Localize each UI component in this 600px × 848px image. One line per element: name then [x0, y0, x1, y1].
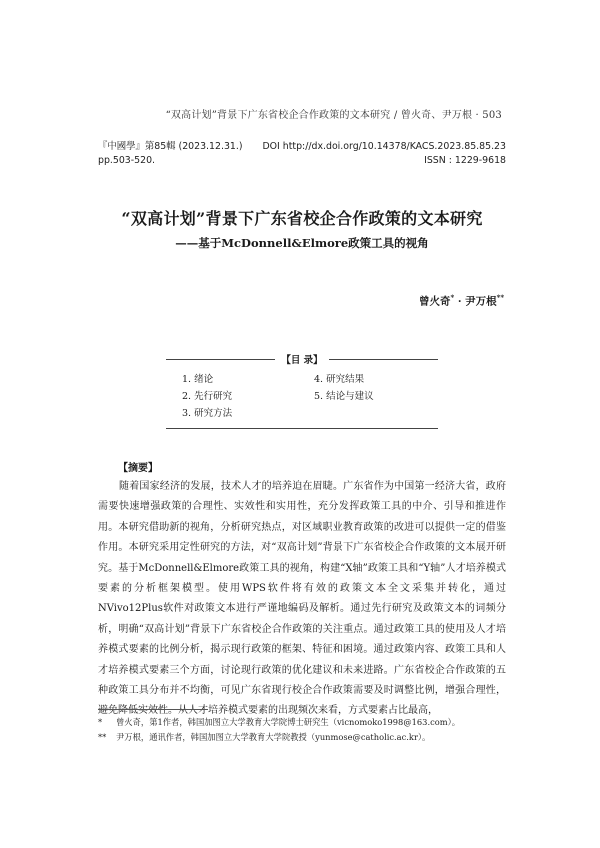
article-meta — [98, 140, 506, 168]
toc-item[interactable]: 2. 先行研究 — [182, 391, 233, 402]
page-range: pp.503-520. — [98, 155, 156, 166]
author-name: 尹万根 — [465, 295, 497, 308]
toc-title: 【目 录】 — [275, 355, 328, 366]
abstract-text: 随着国家经济的发展，技术人才的培养迫在眉睫。广东省作为中国第一经济大省，政府需要快速增强政策的合理性、实效性和实用性，充分发挥政策工具的中介、引导和推进作用。本研究借助新的视角，分析研究热点，对区域职业教育政策的改进可以提供一定的借鉴作用。本研究采用定性研究的方法，对“双高计划”背景下广东省校企合作政策的文本展开研究。基于McDonnell&Elmore政策工具的视角，构建“X轴”政策工具和“Y轴”人才培养模式要素的分析框架模型。使用WPS软件将有效的政策文本全文采集并转化，通过NVivo12Plus软件对政策文本进行严谨地编码及解析。通过先行研究及政策文本的词频分析，明确“双高计划”背景下广东省校企合作政策的关注重点。通过政策工具的使用及人才培养模式要素的比例分析，揭示现行政策的框架、特征和困境。通过政策内容、政策工具和人才培养模式要素三个方面，讨论现行政策的优化建议和未来进路。广东省校企合作政策的五种政策工具分布并不均衡，可见广东省现行校企合作政策需要及时调整比例，增强合理性，避免降低实效性。从人才培养模式要素的出现频次来看，方式要素占比最高， — [98, 481, 506, 717]
footnotes — [98, 715, 518, 745]
paper-subtitle: ——基于McDonnell&Elmore政策工具的视角 — [175, 236, 429, 250]
toc-item[interactable]: 3. 研究方法 — [182, 408, 233, 419]
journal-info: 『中國學』第85輯 (2023.12.31.) — [98, 141, 243, 152]
abstract-label: 【摘要】 — [118, 463, 158, 474]
issn: ISSN : 1229-9618 — [424, 155, 506, 166]
doi-link[interactable]: DOI http://dx.doi.org/10.14378/KACS.2023.85.85.23 — [262, 141, 506, 152]
author-line — [419, 293, 504, 309]
footnote-text: 曾火奇，第1作者，韩国加图立大学教育大学院博士研究生（vicnomoko1998@163.com）。 — [116, 717, 461, 727]
toc-item[interactable]: 5. 结论与建议 — [314, 391, 374, 402]
footnote — [98, 730, 518, 745]
footnote-text: 尹万根，通讯作者，韩国加图立大学教育大学院教授（yunmose@catholic.ac.kr）。 — [116, 732, 431, 742]
author-mark: ** — [496, 293, 504, 302]
toc-item[interactable]: 4. 研究结果 — [314, 374, 365, 385]
footnote-divider — [98, 709, 208, 710]
author-separator: · — [454, 295, 466, 308]
running-head: “双高计划”背景下广东省校企合作政策的文本研究 / 曾火奇、尹万根 · 503 — [165, 110, 502, 121]
footnote — [98, 715, 518, 730]
toc-column-left — [182, 371, 232, 422]
footnote-mark: ** — [98, 732, 107, 742]
toc-column-right — [314, 371, 374, 405]
author-name: 曾火奇 — [419, 295, 451, 308]
toc-item[interactable]: 1. 绪论 — [182, 374, 214, 385]
paper-title: “双高计划”背景下广东省校企合作政策的文本研究 — [121, 209, 483, 228]
footnote-mark: * — [98, 717, 103, 727]
table-of-contents — [166, 355, 438, 429]
author-mark: * — [450, 293, 455, 302]
